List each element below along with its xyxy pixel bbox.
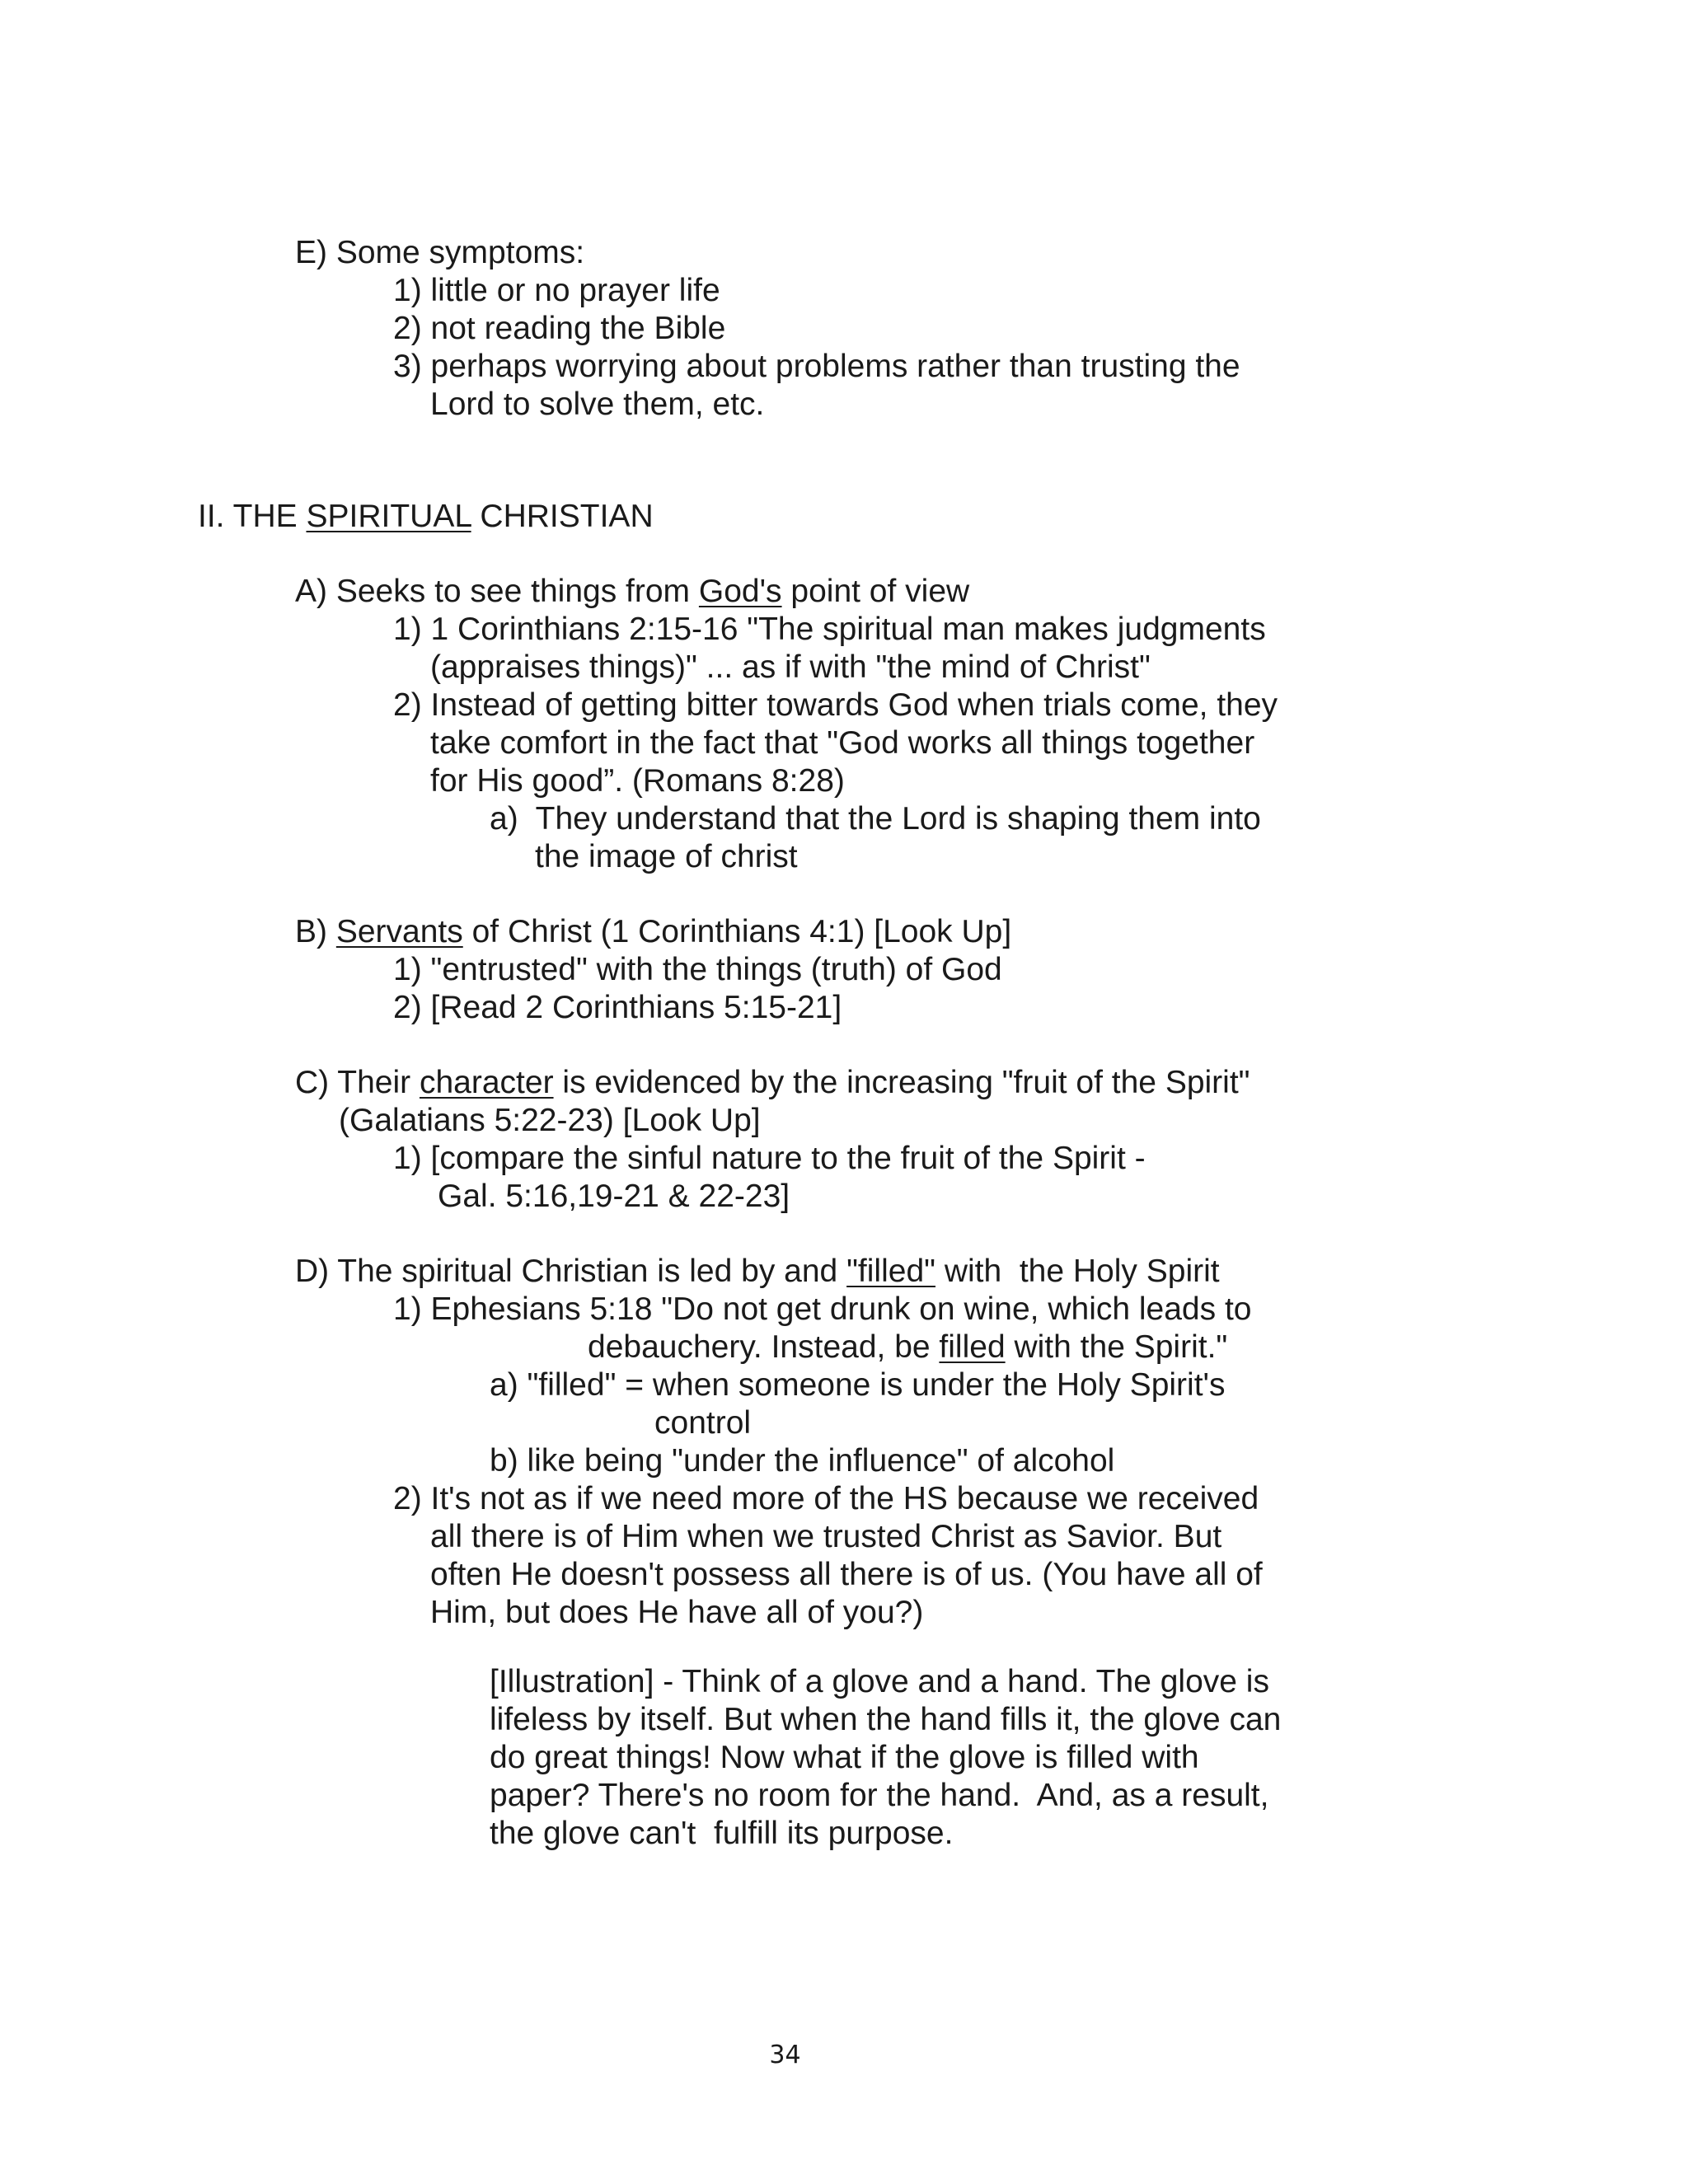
- item-e3-line1: 3) perhaps worrying about problems rather than trusting the: [393, 349, 1240, 384]
- item-d1a-line1: a) "filled" = when someone is under the Holy Spirit's: [490, 1367, 1226, 1403]
- item-c1-line2: Gal. 5:16,19-21 & 22-23]: [438, 1179, 790, 1214]
- illustration-line4: paper? There's no room for the hand. And, as a result,: [490, 1778, 1269, 1813]
- item-d1-text-post: with the Spirit.": [1005, 1329, 1228, 1365]
- item-d-heading: [295, 1253, 1220, 1291]
- item-c-heading: [295, 1064, 1250, 1102]
- item-a2a-line2: the image of christ: [535, 839, 798, 874]
- illustration-line3: do great things! Now what if the glove is filled with: [490, 1740, 1199, 1775]
- item-a1-line1: 1) 1 Corinthians 2:15-16 "The spiritual man makes judgments: [393, 612, 1266, 647]
- item-a2-line2: take comfort in the fact that "God works all things together: [430, 725, 1255, 761]
- item-d2-line2: all there is of Him when we trusted Christ as Savior. But: [430, 1519, 1222, 1554]
- item-b-text-pre: B): [295, 914, 336, 949]
- item-a1-line2: (appraises things)" ... as if with "the mind of Christ": [430, 649, 1151, 685]
- item-d1-line1: 1) Ephesians 5:18 "Do not get drunk on wine, which leads to: [393, 1291, 1252, 1327]
- item-c1-line1: 1) [compare the sinful nature to the fruit of the Spirit -: [393, 1141, 1146, 1176]
- item-d2-line3: often He doesn't possess all there is of us. (You have all of: [430, 1557, 1263, 1592]
- item-b-underlined: Servants: [335, 914, 463, 949]
- item-b2: 2) [Read 2 Corinthians 5:15-21]: [393, 990, 842, 1025]
- item-b1: 1) "entrusted" with the things (truth) of God: [393, 952, 1002, 987]
- item-d2-line1: 2) It's not as if we need more of the HS because we received: [393, 1481, 1259, 1516]
- item-b-text-post: of Christ (1 Corinthians 4:1) [Look Up]: [462, 914, 1012, 949]
- item-c-continuation: (Galatians 5:22-23) [Look Up]: [339, 1103, 761, 1138]
- heading-prefix: II. THE: [198, 499, 307, 534]
- illustration-line2: lifeless by itself. But when the hand fills it, the glove can: [490, 1702, 1282, 1737]
- item-a-heading: [295, 573, 969, 611]
- item-d-underlined: "filled": [846, 1254, 935, 1289]
- page-number: 34: [769, 2041, 801, 2069]
- item-c-underlined: character: [419, 1065, 554, 1100]
- section-heading-spiritual-christian: [198, 498, 654, 536]
- item-e-heading: E) Some symptoms:: [295, 235, 585, 270]
- item-d-text-pre: D) The spiritual Christian is led by and: [295, 1254, 847, 1289]
- item-d1a-line2: control: [654, 1405, 752, 1441]
- item-c-text-post: is evidenced by the increasing "fruit of the Spirit": [553, 1065, 1250, 1100]
- item-a2-line1: 2) Instead of getting bitter towards God when trials come, they: [393, 687, 1278, 723]
- item-a2a-line1: a) They understand that the Lord is shaping them into: [490, 801, 1261, 837]
- item-d-text-post: with the Holy Spirit: [935, 1254, 1220, 1289]
- item-e1: 1) little or no prayer life: [393, 273, 720, 308]
- item-c-text-pre: C) Their: [295, 1065, 420, 1100]
- item-a-text-post: point of view: [781, 574, 970, 609]
- item-e3-line2: Lord to solve them, etc.: [430, 387, 765, 422]
- heading-suffix: CHRISTIAN: [471, 499, 654, 534]
- item-a-text-pre: A) Seeks to see things from: [295, 574, 699, 609]
- item-e2: 2) not reading the Bible: [393, 311, 726, 346]
- item-d1-underlined: filled: [939, 1329, 1006, 1365]
- illustration-line5: the glove can't fulfill its purpose.: [490, 1816, 954, 1851]
- item-d1b: b) like being "under the influence" of alcohol: [490, 1443, 1115, 1479]
- item-a-underlined: God's: [698, 574, 782, 609]
- item-d1-text-pre: debauchery. Instead, be: [588, 1329, 940, 1365]
- item-b-heading: [295, 913, 1011, 951]
- item-a2-line3: for His good”. (Romans 8:28): [430, 763, 845, 799]
- item-d2-line4: Him, but does He have all of you?): [430, 1595, 924, 1630]
- item-d1-line2: [588, 1329, 1227, 1366]
- heading-underlined-word: SPIRITUAL: [306, 499, 471, 534]
- illustration-line1: [Illustration] - Think of a glove and a hand. The glove is: [490, 1664, 1269, 1699]
